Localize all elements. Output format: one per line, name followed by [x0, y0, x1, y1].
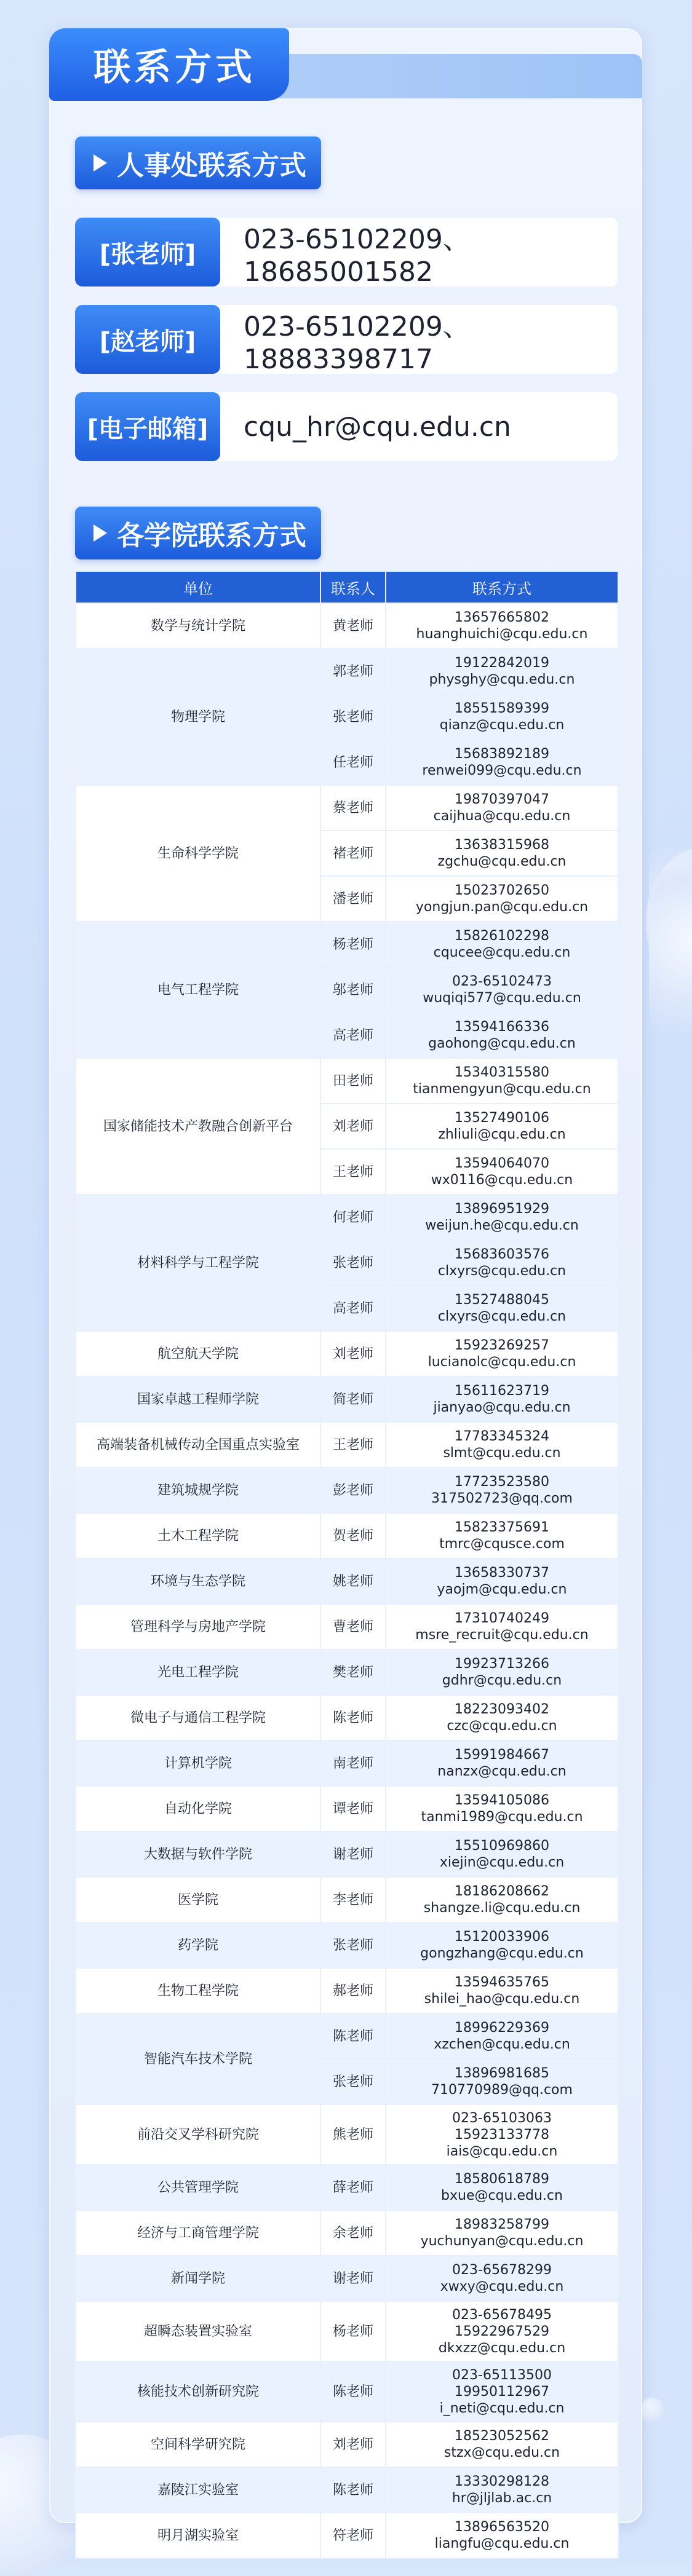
email-link[interactable]: hr@jljlab.ac.cn: [451, 2491, 552, 2506]
table-row: [76, 1331, 618, 1377]
phone-number: 19122842019: [455, 655, 549, 671]
contact-info: [386, 876, 618, 922]
contact-person: 潘老师: [320, 876, 386, 922]
table-row: [76, 1968, 618, 2013]
table-row: [76, 1604, 618, 1650]
contact-info: [386, 785, 618, 831]
email-link[interactable]: physghy@cqu.edu.cn: [429, 672, 575, 687]
contact-person: 刘老师: [320, 1331, 386, 1377]
contact-info: [386, 2422, 618, 2467]
unit-name: 高端装备机械传动全国重点实验室: [76, 1422, 320, 1468]
contact-person: 刘老师: [320, 2422, 386, 2467]
email-link[interactable]: msre_recruit@cqu.edu.cn: [415, 1627, 589, 1643]
phone-number: 17723523580: [455, 1474, 549, 1490]
email-link[interactable]: xiejin@cqu.edu.cn: [439, 1855, 565, 1870]
phone-number: 13658330737: [455, 1565, 549, 1581]
hr-section-title: 人事处联系方式: [117, 150, 306, 181]
decorative-circle: [640, 2398, 664, 2422]
unit-name: 生物工程学院: [76, 1968, 320, 2013]
contact-person: 符老师: [320, 2513, 386, 2558]
phone-number: 023-65103063: [452, 2110, 552, 2126]
unit-name: 管理科学与房地产学院: [76, 1604, 320, 1650]
table-row: [76, 1786, 618, 1831]
contact-info: [386, 2256, 618, 2301]
email-link[interactable]: wx0116@cqu.edu.cn: [431, 1172, 573, 1188]
contact-info: [386, 2104, 618, 2165]
phone-number: 13594635765: [455, 1975, 549, 1990]
unit-name: 大数据与软件学院: [76, 1831, 320, 1877]
email-link[interactable]: tmrc@cqusce.com: [439, 1536, 565, 1552]
table-header-row: [76, 571, 618, 603]
table-row: [76, 2513, 618, 2558]
email-link[interactable]: 710770989@qq.com: [431, 2082, 573, 2098]
unit-name: 前沿交叉学科研究院: [76, 2104, 320, 2165]
contact-person: 杨老师: [320, 922, 386, 967]
email-link[interactable]: i_neti@cqu.edu.cn: [439, 2400, 565, 2416]
phone-number: 15923269257: [455, 1338, 549, 1353]
contact-info: [386, 2513, 618, 2558]
table-row: [76, 2013, 618, 2059]
email-link[interactable]: dkxzz@cqu.edu.cn: [438, 2340, 566, 2356]
email-link[interactable]: slmt@cqu.edu.cn: [443, 1445, 561, 1461]
phone-number: 15923133778: [455, 2127, 549, 2143]
contact-info: [386, 1650, 618, 1695]
contact-person: 薛老师: [320, 2165, 386, 2210]
contact-person: 姚老师: [320, 1559, 386, 1604]
table-row: [76, 603, 618, 649]
contact-person: 张老师: [320, 1922, 386, 1968]
unit-name: 国家储能技术产教融合创新平台: [76, 1058, 320, 1195]
unit-name: 材料科学与工程学院: [76, 1195, 320, 1331]
contact-person: 陈老师: [320, 1695, 386, 1740]
contact-person: 熊老师: [320, 2104, 386, 2165]
contact-person: 张老师: [320, 694, 386, 740]
contact-info: [386, 1786, 618, 1831]
contact-person: 李老师: [320, 1877, 386, 1922]
phone-number: 13896563520: [455, 2519, 549, 2535]
contact-person: 蔡老师: [320, 785, 386, 831]
contact-info: [386, 1740, 618, 1786]
email-link[interactable]: yongjun.pan@cqu.edu.cn: [415, 899, 589, 915]
unit-name: 新闻学院: [76, 2256, 320, 2301]
unit-name: 物理学院: [76, 649, 320, 785]
email-link[interactable]: tianmengyun@cqu.edu.cn: [413, 1081, 591, 1097]
contact-info: [386, 1513, 618, 1559]
unit-name: 数学与统计学院: [76, 603, 320, 649]
unit-name: 核能技术创新研究院: [76, 2361, 320, 2422]
table-row: [76, 1922, 618, 1968]
contact-info: [386, 1377, 618, 1422]
contact-info: [386, 2361, 618, 2422]
column-header-contact: 联系人: [320, 571, 386, 603]
contact-info: [386, 1468, 618, 1513]
contact-person: 谭老师: [320, 1786, 386, 1831]
table-row: [76, 1513, 618, 1559]
phone-number: 13896951929: [455, 1201, 549, 1217]
phone-number: 18983258799: [455, 2217, 549, 2232]
contact-info: [386, 603, 618, 649]
table-row: [76, 2467, 618, 2513]
contact-person: 谢老师: [320, 1831, 386, 1877]
contact-person: 邬老师: [320, 967, 386, 1013]
phone-number: 023-65678495: [452, 2307, 552, 2323]
contact-info: [386, 1013, 618, 1058]
contact-person: 杨老师: [320, 2301, 386, 2361]
hr-contact-row: [75, 305, 618, 374]
table-row: [76, 1058, 618, 1104]
phone-number: 15340315580: [455, 1065, 549, 1080]
unit-name: 明月湖实验室: [76, 2513, 320, 2558]
contact-label: [电子邮箱]: [75, 392, 220, 461]
phone-number: 18223093402: [455, 1702, 549, 1717]
email-link[interactable]: renwei099@cqu.edu.cn: [422, 763, 582, 778]
table-row: [76, 1422, 618, 1468]
contact-info: [386, 1195, 618, 1240]
table-row: [76, 1740, 618, 1786]
contact-info: [386, 1104, 618, 1149]
unit-name: 经济与工商管理学院: [76, 2210, 320, 2256]
contact-person: 陈老师: [320, 2361, 386, 2422]
contact-person: 谢老师: [320, 2256, 386, 2301]
unit-name: 嘉陵江实验室: [76, 2467, 320, 2513]
phone-number: 13638315968: [455, 837, 549, 853]
column-header-info: 联系方式: [386, 571, 618, 603]
email-link[interactable]: cqucee@cqu.edu.cn: [433, 945, 571, 960]
contact-person: 贺老师: [320, 1513, 386, 1559]
unit-name: 电气工程学院: [76, 922, 320, 1058]
table-row: [76, 2256, 618, 2301]
table-row: [76, 1650, 618, 1695]
phone-number: 13527488045: [455, 1292, 549, 1308]
phone-number: 15826102298: [455, 928, 549, 944]
phone-number: 13594105086: [455, 1793, 549, 1808]
email-link[interactable]: lucianolc@cqu.edu.cn: [428, 1354, 576, 1370]
table-row: [76, 1695, 618, 1740]
contact-person: 高老师: [320, 1286, 386, 1331]
contact-person: 郝老师: [320, 1968, 386, 2013]
email-link[interactable]: xwxy@cqu.edu.cn: [440, 2279, 564, 2294]
email-link[interactable]: zhliuli@cqu.edu.cn: [438, 1127, 566, 1142]
contact-person: 王老师: [320, 1149, 386, 1195]
contact-person: 樊老师: [320, 1650, 386, 1695]
contact-label: [赵老师]: [75, 305, 220, 374]
hr-contact-row: [75, 218, 618, 286]
table-row: [76, 2165, 618, 2210]
contact-info: [386, 1604, 618, 1650]
phone-number: 13657665802: [455, 610, 549, 625]
contact-info: [386, 2013, 618, 2059]
table-row: [76, 1831, 618, 1877]
email-link[interactable]: gdhr@cqu.edu.cn: [442, 1673, 562, 1688]
email-link[interactable]: xzchen@cqu.edu.cn: [434, 2037, 570, 2052]
table-row: [76, 922, 618, 967]
unit-name: 药学院: [76, 1922, 320, 1968]
unit-name: 公共管理学院: [76, 2165, 320, 2210]
phone-number: 15611623719: [455, 1383, 549, 1399]
phone-number: 15023702650: [455, 883, 549, 898]
phone-number: 13330298128: [455, 2474, 549, 2489]
email-link[interactable]: gaohong@cqu.edu.cn: [428, 1036, 576, 1051]
email-link[interactable]: clxyrs@cqu.edu.cn: [437, 1263, 567, 1279]
unit-name: 计算机学院: [76, 1740, 320, 1786]
email-link[interactable]: czc@cqu.edu.cn: [447, 1718, 557, 1734]
contact-person: 黄老师: [320, 603, 386, 649]
contact-info: [386, 1695, 618, 1740]
email-link[interactable]: 317502723@qq.com: [431, 1491, 573, 1506]
unit-name: 微电子与通信工程学院: [76, 1695, 320, 1740]
contact-person: 何老师: [320, 1195, 386, 1240]
email-link[interactable]: zgchu@cqu.edu.cn: [437, 854, 567, 869]
play-triangle-icon: [93, 524, 107, 542]
email-link[interactable]: tanmi1989@cqu.edu.cn: [421, 1809, 583, 1825]
unit-name: 超瞬态装置实验室: [76, 2301, 320, 2361]
email-link[interactable]: clxyrs@cqu.edu.cn: [437, 1309, 567, 1324]
table-row: [76, 1559, 618, 1604]
college-contacts-table: [75, 571, 619, 2559]
contact-person: 余老师: [320, 2210, 386, 2256]
email-link[interactable]: nanzx@cqu.edu.cn: [437, 1764, 567, 1779]
phone-number: 15991984667: [455, 1747, 549, 1763]
contact-info: [386, 1286, 618, 1331]
table-row: [76, 785, 618, 831]
table-row: [76, 2361, 618, 2422]
contact-person: 郭老师: [320, 649, 386, 694]
college-section-heading: [75, 507, 321, 559]
phone-number: 18186208662: [455, 1884, 549, 1899]
contact-info: [386, 1422, 618, 1468]
hr-contact-row: [75, 392, 618, 461]
phone-number: 19923713266: [455, 1656, 549, 1672]
contact-person: 高老师: [320, 1013, 386, 1058]
contact-info: [386, 1831, 618, 1877]
table-row: [76, 1877, 618, 1922]
phone-number: 023-65678299: [452, 2262, 552, 2278]
table-row: [76, 2422, 618, 2467]
phone-number: 17783345324: [455, 1429, 549, 1444]
phone-number: 13527490106: [455, 1110, 549, 1126]
unit-name: 光电工程学院: [76, 1650, 320, 1695]
table-row: [76, 1377, 618, 1422]
contact-person: 彭老师: [320, 1468, 386, 1513]
table-row: [76, 2210, 618, 2256]
contact-info: [386, 2301, 618, 2361]
contact-person: 曹老师: [320, 1604, 386, 1650]
contact-info: [386, 2467, 618, 2513]
contact-info: [386, 1877, 618, 1922]
phone-number: 13594064070: [455, 1156, 549, 1171]
contact-person: 陈老师: [320, 2467, 386, 2513]
contact-person: 刘老师: [320, 1104, 386, 1149]
table-row: [76, 2301, 618, 2361]
unit-name: 国家卓越工程师学院: [76, 1377, 320, 1422]
phone-number: 023-65102473: [452, 974, 552, 989]
column-header-unit: 单位: [76, 571, 320, 603]
play-triangle-icon: [93, 154, 107, 172]
table-row: [76, 1468, 618, 1513]
email-link[interactable]: stzx@cqu.edu.cn: [443, 2445, 560, 2460]
contact-person: 南老师: [320, 1740, 386, 1786]
contact-info: [386, 1149, 618, 1195]
phone-number: 17310740249: [455, 1611, 549, 1626]
phone-number: 13594166336: [455, 1019, 549, 1035]
contact-info: [386, 2210, 618, 2256]
unit-name: 航空航天学院: [76, 1331, 320, 1377]
college-section-title: 各学院联系方式: [117, 520, 306, 551]
unit-name: 空间科学研究院: [76, 2422, 320, 2467]
unit-name: 医学院: [76, 1877, 320, 1922]
contact-info: [386, 649, 618, 694]
email-link[interactable]: yuchunyan@cqu.edu.cn: [420, 2234, 584, 2249]
email-link[interactable]: liangfu@cqu.edu.cn: [434, 2536, 570, 2551]
contact-info: [386, 1331, 618, 1377]
contact-info: [386, 1559, 618, 1604]
phone-number: 13896981685: [455, 2066, 549, 2081]
email-link[interactable]: caijhua@cqu.edu.cn: [433, 808, 571, 824]
email-link[interactable]: iais@cqu.edu.cn: [446, 2143, 558, 2159]
email-link[interactable]: jianyao@cqu.edu.cn: [433, 1400, 571, 1415]
table-row: [76, 2104, 618, 2165]
phone-number: 18523052562: [455, 2428, 549, 2444]
side-glow: [649, 848, 692, 1033]
phone-number: 18996229369: [455, 2020, 549, 2036]
contact-info: [386, 831, 618, 876]
email-link[interactable]: gongzhang@cqu.edu.cn: [420, 1946, 584, 1961]
contact-value: 023-65102209、18883398717: [244, 310, 470, 375]
unit-name: 生命科学学院: [76, 785, 320, 922]
email-link[interactable]: cqu_hr@cqu.edu.cn: [244, 411, 511, 443]
contact-person: 陈老师: [320, 2013, 386, 2059]
page-title: 联系方式: [49, 28, 289, 101]
contact-person: 王老师: [320, 1422, 386, 1468]
email-link[interactable]: weijun.he@cqu.edu.cn: [425, 1218, 579, 1233]
email-link[interactable]: shangze.li@cqu.edu.cn: [423, 1900, 581, 1916]
phone-number: 15683892189: [455, 746, 549, 762]
contact-person: 任老师: [320, 740, 386, 785]
contact-info: [386, 967, 618, 1013]
contact-person: 张老师: [320, 1240, 386, 1286]
unit-name: 智能汽车技术学院: [76, 2013, 320, 2104]
phone-number: 18580618789: [455, 2171, 549, 2187]
phone-number: 15922967529: [455, 2323, 549, 2339]
email-link[interactable]: shilei_hao@cqu.edu.cn: [424, 1991, 580, 2007]
unit-name: 建筑城规学院: [76, 1468, 320, 1513]
contact-info: [386, 1968, 618, 2013]
table-body: [76, 603, 618, 2558]
contact-person: 田老师: [320, 1058, 386, 1104]
contact-label: [张老师]: [75, 218, 220, 286]
phone-number: 15120033906: [455, 1929, 549, 1945]
contact-info: [386, 2165, 618, 2210]
phone-number: 19950112967: [455, 2384, 549, 2400]
phone-number: 15510969860: [455, 1838, 549, 1854]
email-link[interactable]: wuqiqi577@cqu.edu.cn: [423, 990, 581, 1006]
email-link[interactable]: huanghuichi@cqu.edu.cn: [416, 626, 588, 642]
phone-number: 19870397047: [455, 792, 549, 807]
contact-info: [386, 1922, 618, 1968]
contact-info: [386, 2059, 618, 2104]
phone-number: 15683603576: [455, 1247, 549, 1262]
email-link[interactable]: yaojm@cqu.edu.cn: [437, 1582, 567, 1597]
table-row: [76, 1195, 618, 1240]
contact-person: 褚老师: [320, 831, 386, 876]
table-row: [76, 649, 618, 694]
contact-info: [386, 740, 618, 785]
phone-number: 15823375691: [455, 1520, 549, 1535]
contact-info: [386, 694, 618, 740]
contact-info: [386, 1058, 618, 1104]
unit-name: 土木工程学院: [76, 1513, 320, 1559]
email-link[interactable]: qianz@cqu.edu.cn: [439, 717, 565, 733]
email-link[interactable]: bxue@cqu.edu.cn: [441, 2188, 563, 2203]
contact-value: 023-65102209、18685001582: [244, 223, 470, 288]
contact-info: [386, 922, 618, 967]
unit-name: 环境与生态学院: [76, 1559, 320, 1604]
contact-info: [386, 1240, 618, 1286]
phone-number: 023-65113500: [452, 2367, 552, 2383]
hr-section-heading: [75, 136, 321, 189]
contact-person: 简老师: [320, 1377, 386, 1422]
unit-name: 自动化学院: [76, 1786, 320, 1831]
contact-person: 张老师: [320, 2059, 386, 2104]
phone-number: 18551589399: [455, 701, 549, 716]
